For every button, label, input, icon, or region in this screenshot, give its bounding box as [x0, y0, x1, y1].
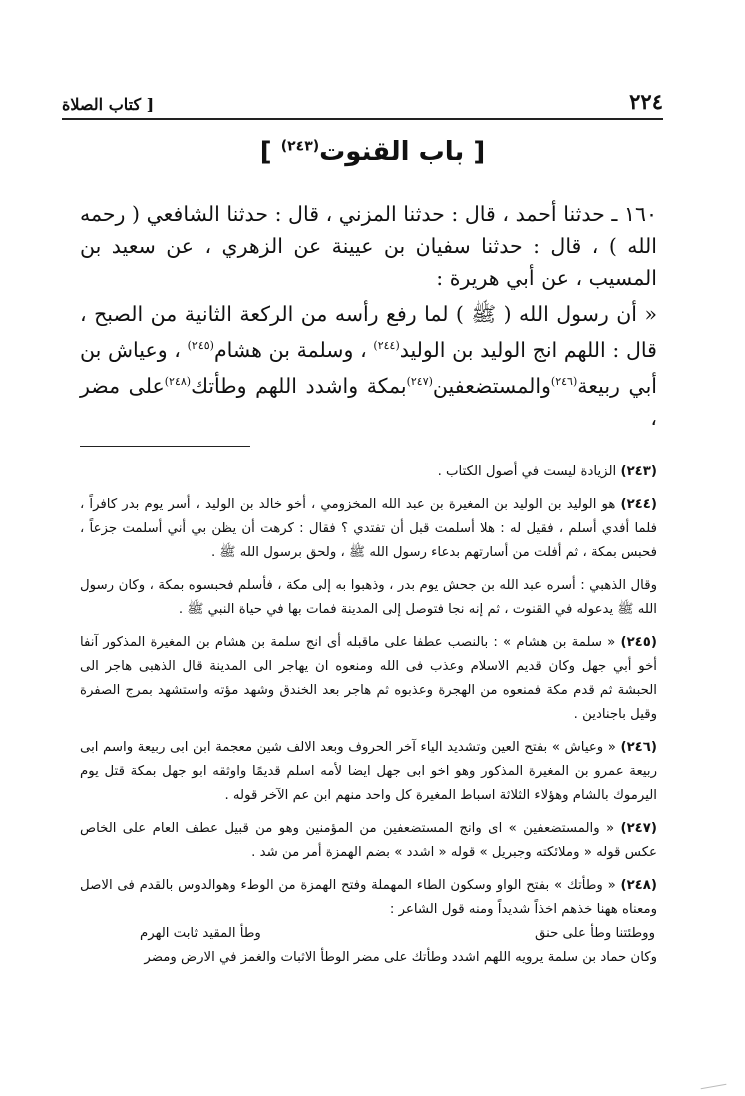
running-header	[62, 82, 663, 120]
footnote-text: « وعياش » بفتح العين وتشديد الياء آخر الحروف وبعد الالف شين معجمة ابن ابى ربيعة واسم ابى ربيعة عمرو بن المغيرة المذكور وهو اخو ابى جهل ايضا لأمه اسلم قديمًا واوثقه ابو جهل بمكة قتل يوم اليرموك بالشام وهؤلاء الثلاثة اسباط المغيرة كل واحد منهم ابن عم الآخر قوله .	[80, 740, 657, 803]
matn-part-3: ، وعياش بن أبي ربيعة	[80, 337, 657, 398]
hadith-text	[80, 198, 657, 438]
footnote-ref-248[interactable]: (٢٤٨)	[164, 374, 192, 388]
footnote-244	[80, 493, 657, 565]
pencil-mark	[700, 1078, 727, 1089]
matn-part-5: بمكة واشدد اللهم وطأتك	[191, 373, 407, 398]
footnote-number: (٢٤٥)	[620, 635, 657, 650]
footnote-248-after-verse: وكان حماد بن سلمة يرويه اللهم اشدد وطأتك على مضر الوطأ الاثبات والغمز في الارض ومضر	[144, 950, 657, 965]
matn-part-4: والمستضعفين	[432, 373, 551, 398]
footnote-248-body	[80, 874, 657, 922]
hadith-isnad: ١٦٠ ـ حدثنا أحمد ، قال : حدثنا المزني ، قال : حدثنا الشافعي ( رحمه الله ) ، قال : حدثنا سفيان بن عيينة عن الزهري ، عن سعيد بن المسيب ، عن أبي هريرة :	[80, 202, 657, 290]
footnote-number: (٢٤٤)	[620, 497, 657, 512]
verse-first-hemistich: ووطئتنا وطأ على حنق	[535, 926, 655, 941]
poem-verse	[80, 922, 657, 946]
footnote-244-continued: وقال الذهبي : أسره عبد الله بن جحش يوم بدر ، وذهبوا به إلى مكة ، فأسلم فحبسوه بمكة ، وكان رسول الله ﷺ يدعوله في القنوت ، ثم إنه نجا فتوصل إلى المدينة فمات بها في حياة النبي ﷺ .	[80, 578, 657, 617]
footnote-248	[80, 874, 657, 970]
footnote-number: (٢٤٦)	[620, 740, 657, 755]
footnote-ref-243[interactable]: (٢٤٣)	[280, 138, 320, 155]
footnote-text: « سلمة بن هشام » : بالنصب عطفا على ماقبله أى انج سلمة بن هشام بن المغيرة المذكور آنفا أخو أبي جهل وكان قديم الاسلام وعذب فى الله ومنعوه ان يهاجر الى المدينة قال الذهبى هاجر الى الحبشة ثم قدم مكة فمنعوه من الهجرة وعذبوه ثم هاجر بعد الخندق وشهد مؤته واستشهد بمرج الصفرة وقيل باجنادين .	[80, 635, 657, 722]
page-number: ٢٢٤	[629, 89, 663, 114]
footnote-text: « والمستضعفين » اى وانج المستضعفين من المؤمنين وهو من قبيل عطف العام على الخاص عكس قوله « وملائكته وجبريل » قوله « اشدد » بضم الهمزة أمر من شد .	[80, 821, 657, 860]
footnote-ref-246[interactable]: (٢٤٦)	[550, 374, 578, 388]
footnote-ref-247[interactable]: (٢٤٧)	[406, 374, 433, 388]
footnote-ref-244[interactable]: (٢٤٤)	[373, 339, 400, 352]
footnote-separator	[80, 446, 250, 447]
footnote-text: هو الوليد بن الوليد بن المغيرة بن عبد الله المخزومي ، أخو خالد بن الوليد ، أسر يوم بدر كافراً ، فلما أفدي أسلم ، فقيل له : هلا أسلمت قبل أن تفتدي ؟ فقال : كرهت أن يظن بي أني أسلمت جزعاً ، فحبس بمكة ، ثم أفلت من أسارتهم بدعاء رسول الله ﷺ ، ولحق برسول الله ﷺ .	[80, 497, 657, 560]
footnote-number: (٢٤٧)	[620, 821, 657, 836]
verse-second-hemistich: وطأ المقيد ثابت الهرم	[140, 926, 261, 941]
footnote-245	[80, 631, 657, 727]
chapter-title-text: [ باب القنوت	[319, 137, 486, 167]
hadith-matn	[80, 298, 657, 434]
chapter-title-closing: ]	[259, 137, 281, 167]
footnote-ref-245[interactable]: (٢٤٥)	[187, 339, 214, 352]
matn-part-6: على مضر ،	[80, 373, 657, 430]
footnotes	[80, 460, 657, 979]
footnote-text: الزيادة ليست في أصول الكتاب .	[437, 464, 621, 479]
footnote-number: (٢٤٨)	[620, 878, 657, 893]
footnote-246	[80, 736, 657, 808]
footnote-number: (٢٤٣)	[620, 464, 657, 479]
footnote-247	[80, 817, 657, 865]
book-title: [ كتاب الصلاة	[62, 95, 155, 114]
matn-part-2: ، وسلمة بن هشام	[213, 337, 374, 362]
footnote-243	[80, 460, 657, 484]
matn-part-1: « أن رسول الله ( ﷺ ) لما رفع رأسه من الركعة الثانية من الصبح ، قال : اللهم انج الوليد بن الوليد	[80, 302, 657, 362]
footnote-text: « وطأتك » بفتح الواو وسكون الطاء المهملة وفتح الهمزة من الوطء وهوالدوس بالقدم فى الاصل ومعناه ههنا خذهم اخذاً شديداً ومنه قول الشاعر :	[80, 878, 657, 917]
chapter-title	[0, 137, 745, 167]
